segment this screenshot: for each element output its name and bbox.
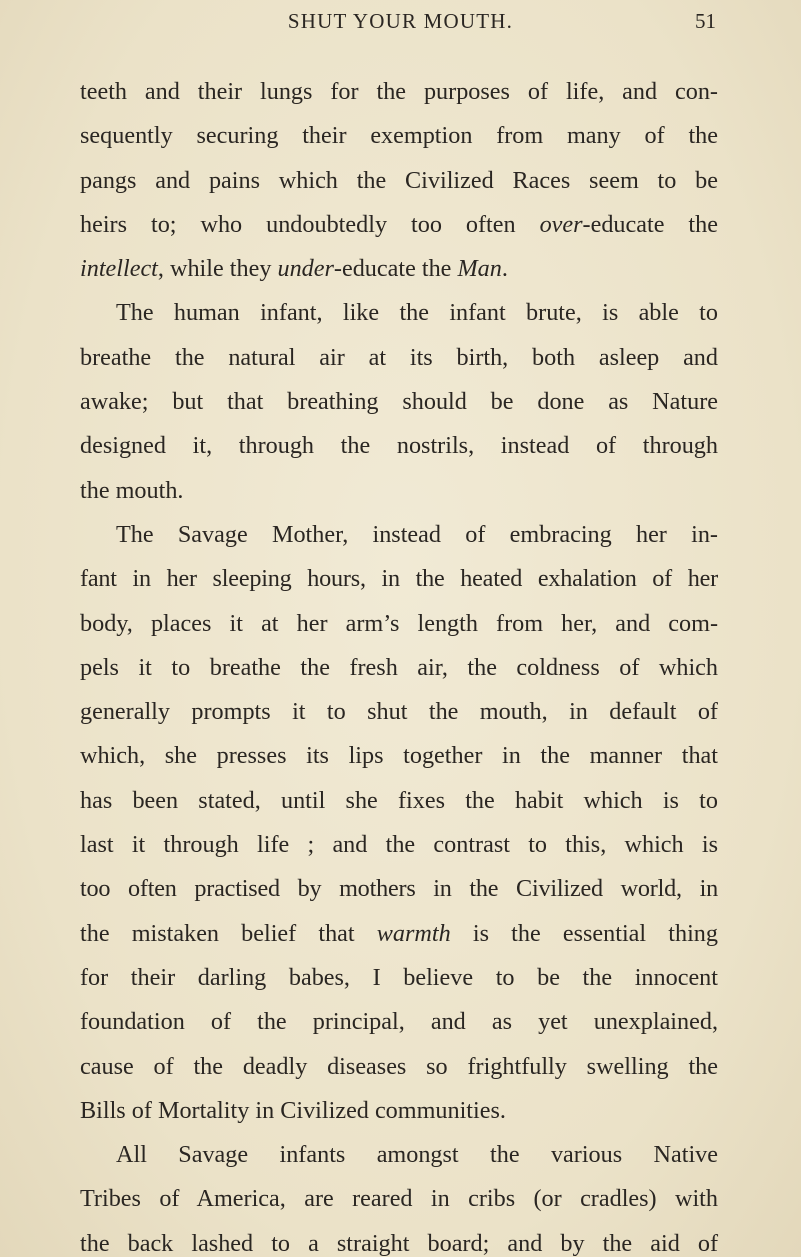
text-segment: the mouth.: [80, 476, 184, 504]
text-segment: -educate the: [333, 255, 458, 283]
text-line: [80, 336, 718, 380]
text-segment: awake; but that breathing should be done as Nature: [80, 388, 718, 416]
text-segment: body, places it at her arm’s length from her, and com-: [80, 609, 718, 637]
text-line: [80, 513, 718, 557]
text-line: [80, 247, 718, 291]
running-head: [0, 6, 801, 36]
page-number: 51: [695, 9, 716, 33]
text-line: [80, 646, 718, 690]
text-segment: cause of the deadly diseases so frightfully swelling the: [80, 1052, 718, 1080]
italic-text: warmth: [376, 919, 451, 947]
text-segment: has been stated, until she fixes the habit which is to: [80, 786, 718, 814]
text-line: [80, 779, 718, 823]
text-segment: the mistaken belief that: [80, 919, 377, 947]
text-segment: too often practised by mothers in the Civilized world, in: [80, 875, 718, 903]
text-line: [80, 1222, 718, 1257]
text-line: [80, 912, 718, 956]
italic-text: Man: [457, 255, 502, 283]
text-line: [80, 1133, 718, 1177]
running-title: SHUT YOUR MOUTH.: [287, 9, 514, 33]
text-segment: generally prompts it to shut the mouth, in default of: [80, 698, 718, 726]
text-line: [80, 690, 718, 734]
text-segment: , while they: [157, 255, 278, 283]
text-line: [80, 469, 718, 513]
text-line: [80, 1177, 718, 1221]
text-segment: the back lashed to a straight board; and by the aid of: [80, 1229, 718, 1257]
text-segment: pels it to breathe the fresh air, the coldness of which: [80, 653, 718, 681]
text-line: [80, 114, 718, 158]
text-segment: The Savage Mother, instead of embracing her in-: [116, 520, 718, 548]
text-segment: -educate the: [582, 210, 718, 238]
text-segment: teeth and their lungs for the purposes of life, and con-: [80, 78, 718, 105]
text-line: [80, 602, 718, 646]
italic-text: under: [277, 255, 334, 283]
italic-text: over: [539, 210, 583, 238]
text-segment: foundation of the principal, and as yet unexplained,: [80, 1008, 718, 1036]
text-segment: pangs and pains which the Civilized Races seem to be: [80, 166, 718, 194]
text-line: [80, 867, 718, 911]
text-line: [80, 1089, 718, 1133]
text-line: [80, 424, 718, 468]
text-line: [80, 956, 718, 1000]
text-segment: Tribes of America, are reared in cribs (or cradles) with: [80, 1185, 718, 1213]
text-line: [80, 70, 718, 114]
text-segment: breathe the natural air at its birth, both asleep and: [80, 343, 718, 371]
text-segment: .: [501, 255, 508, 283]
text-segment: Bills of Mortality in Civilized communities.: [80, 1096, 506, 1124]
text-segment: designed it, through the nostrils, instead of through: [80, 432, 718, 460]
text-line: [80, 1045, 718, 1089]
text-segment: is the essential thing: [450, 919, 718, 947]
text-segment: heirs to; who undoubtedly too often: [80, 210, 540, 238]
text-segment: All Savage infants amongst the various Native: [116, 1141, 718, 1169]
text-line: [80, 380, 718, 424]
text-line: [80, 557, 718, 601]
italic-text: intellect: [80, 255, 158, 283]
text-segment: The human infant, like the infant brute, is able to: [116, 299, 718, 327]
text-segment: fant in her sleeping hours, in the heated exhalation of her: [80, 565, 718, 593]
text-segment: last it through life ; and the contrast to this, which is: [80, 831, 718, 859]
text-line: [80, 159, 718, 203]
text-segment: which, she presses its lips together in the manner that: [80, 742, 718, 770]
text-segment: for their darling babes, I believe to be the innocent: [80, 963, 718, 991]
text-line: [80, 734, 718, 778]
text-line: [80, 1000, 718, 1044]
text-line: [80, 203, 718, 247]
text-segment: sequently securing their exemption from many of the: [80, 122, 718, 150]
text-line: [80, 291, 718, 335]
body-text: [80, 70, 718, 1257]
text-line: [80, 823, 718, 867]
